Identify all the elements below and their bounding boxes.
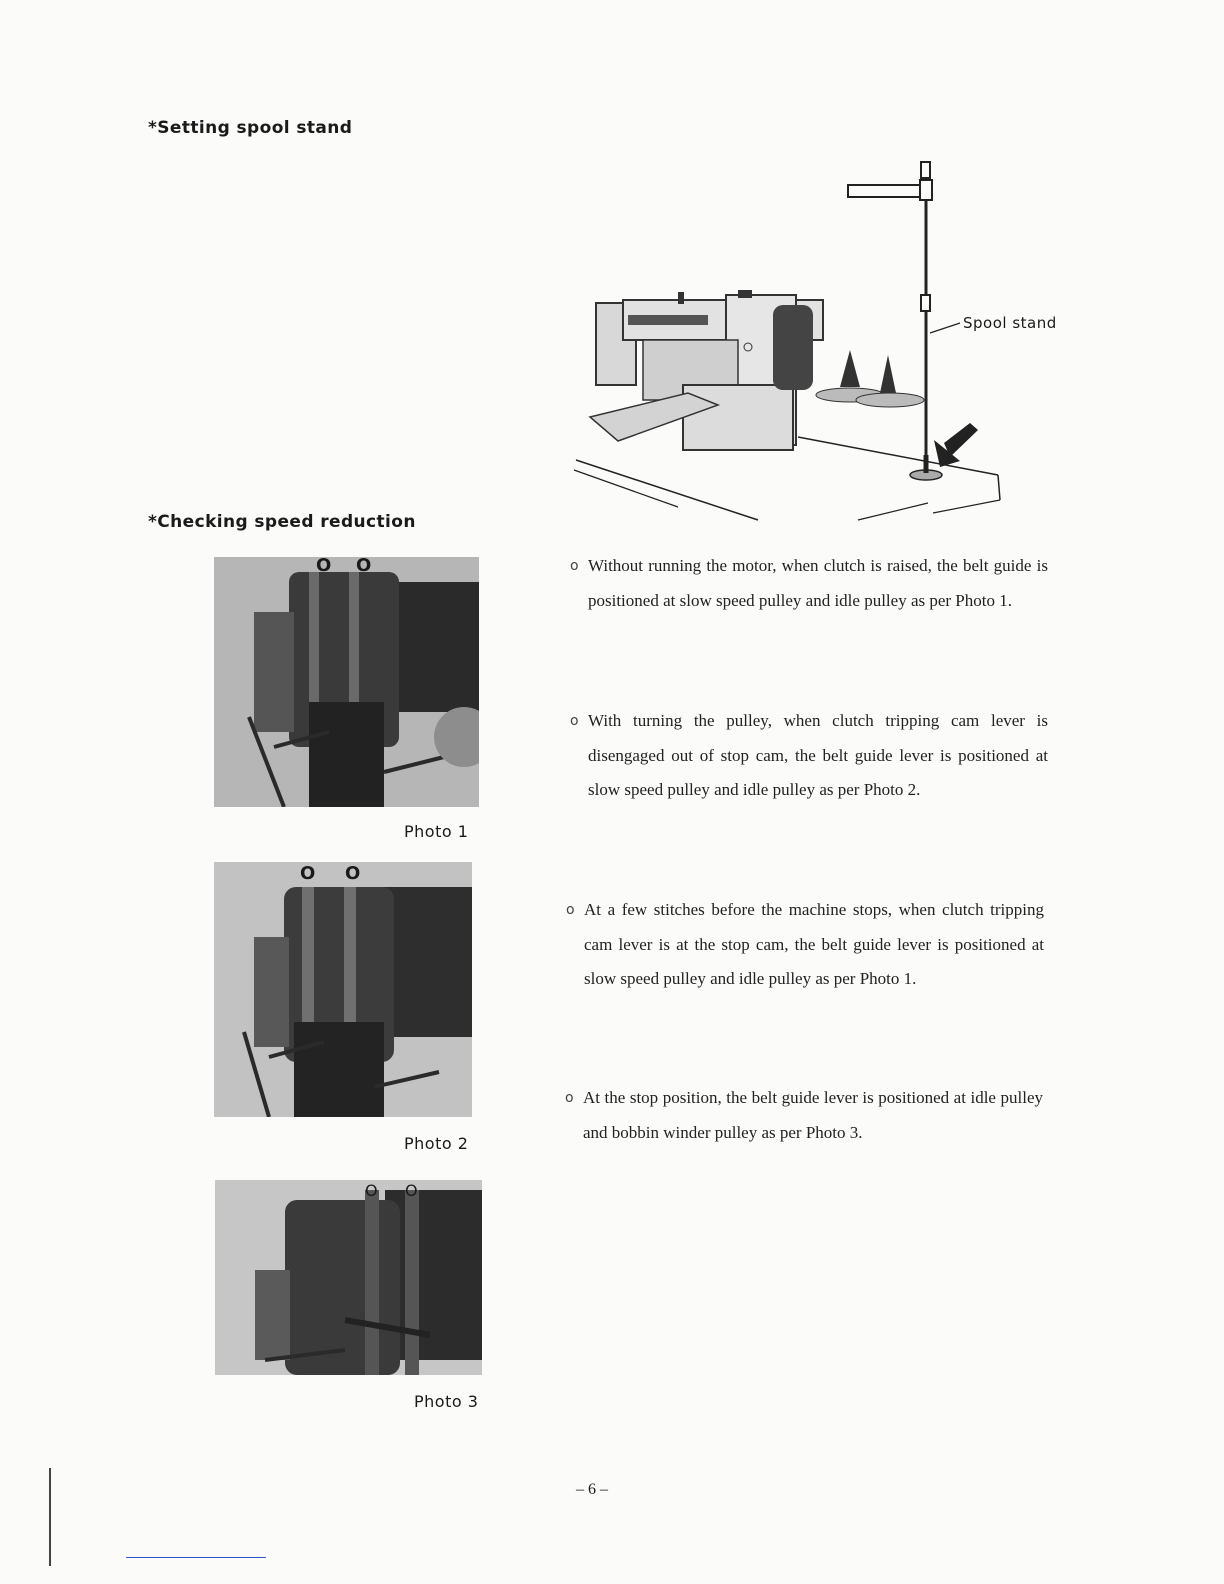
bullet-icon: o xyxy=(565,1090,574,1106)
bullet-icon: o xyxy=(570,713,579,729)
photo-1-caption: Photo 1 xyxy=(404,822,469,841)
paragraph-1-text: Without running the motor, when clutch is raised, the belt guide is positioned at slow speed pulley and idle pulley as per Photo 1. xyxy=(588,556,1048,610)
photo-2 xyxy=(214,862,472,1117)
photo-1 xyxy=(214,557,479,807)
bullet-icon: o xyxy=(566,902,575,918)
heading-setting-spool-stand: *Setting spool stand xyxy=(148,118,353,138)
photo-2-caption: Photo 2 xyxy=(404,1134,469,1153)
paragraph-4-text: At the stop position, the belt guide lever is positioned at idle pulley and bobbin winder pulley as per Photo 3. xyxy=(583,1088,1043,1142)
photo-3 xyxy=(215,1180,482,1375)
photo-3-marker-right: O xyxy=(405,1181,418,1200)
spool-stand-label: Spool stand xyxy=(963,314,1057,332)
photo-1-marker-left: O xyxy=(316,555,332,576)
scan-edge-line xyxy=(49,1468,51,1566)
photo-3-caption: Photo 3 xyxy=(414,1392,479,1411)
paragraph-3 xyxy=(566,893,1044,997)
paragraph-2-text: With turning the pulley, when clutch tripping cam lever is disengaged out of stop cam, the belt guide lever is positioned at slow speed pulley and idle pulley as per Photo 2. xyxy=(588,711,1048,799)
bullet-icon: o xyxy=(570,558,579,574)
paragraph-4 xyxy=(565,1081,1043,1150)
heading-checking-speed-reduction: *Checking speed reduction xyxy=(148,512,416,532)
photo-2-marker-right: O xyxy=(345,863,361,884)
scan-underline xyxy=(126,1557,266,1558)
page-number: – 6 – xyxy=(576,1481,608,1498)
photo-1-marker-right: O xyxy=(356,555,372,576)
paragraph-1 xyxy=(570,549,1048,618)
photo-3-marker-left: O xyxy=(365,1181,378,1200)
photo-2-marker-left: O xyxy=(300,863,316,884)
paragraph-3-text: At a few stitches before the machine stops, when clutch tripping cam lever is at the stop cam, the belt guide lever is positioned at slow speed pulley and idle pulley as per Photo 1. xyxy=(584,900,1044,988)
paragraph-2 xyxy=(570,704,1048,808)
sewing-machine-illustration xyxy=(568,155,1068,525)
